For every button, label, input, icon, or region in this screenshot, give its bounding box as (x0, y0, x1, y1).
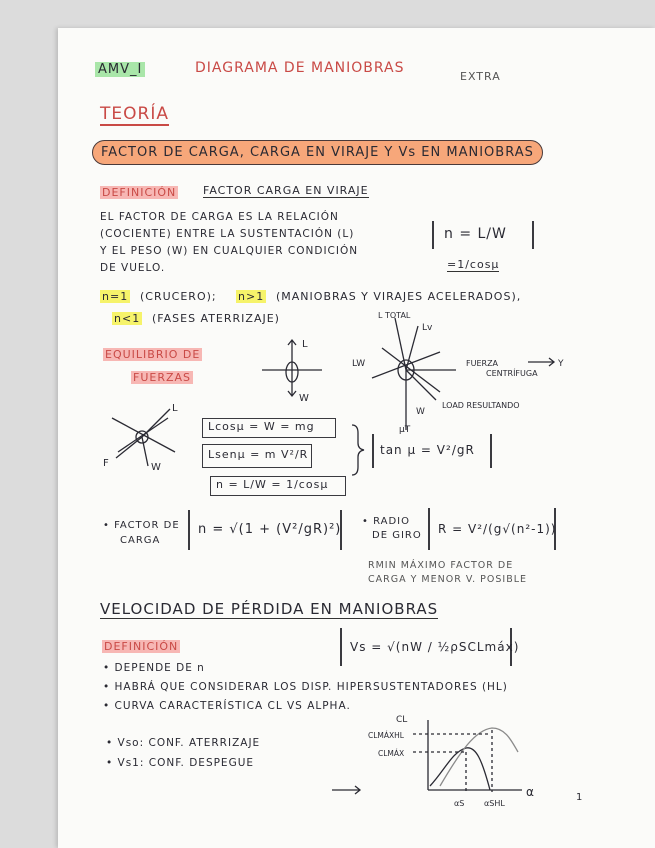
equilibrio-label-1: EQUILIBRIO DE (105, 348, 201, 361)
definition-line-2: (COCIENTE) ENTRE LA SUSTENTACIÓN (L) (100, 228, 355, 240)
section-heading-teoria: TEORÍA (100, 104, 169, 124)
graph-alpha: α (526, 785, 534, 799)
factor-label-2: CARGA (120, 535, 161, 546)
topic-banner: FACTOR DE CARGA, CARGA EN VIRAJE Y Vs EN MANIOBRAS (92, 140, 543, 165)
definition2-label: DEFINICIÓN (104, 640, 179, 653)
page-title: DIAGRAMA DE MANIOBRAS (195, 60, 405, 76)
case-ngt1-text: (MANIOBRAS Y VIRAJES ACELERADOS), (276, 290, 522, 303)
factor-label-1: • FACTOR DE (103, 520, 180, 531)
case-nlt1: n<1 (114, 312, 141, 325)
diag-L: L (302, 339, 308, 350)
radio-note-2: CARGA Y MENOR V. POSIBLE (368, 574, 528, 585)
eq-tan: tan μ = V²/gR (380, 443, 475, 457)
diag-Lv: Lv (422, 323, 433, 333)
diag-Y: Y (558, 359, 564, 369)
definition-line-3: Y EL PESO (W) EN CUALQUIER CONDICIÓN (100, 245, 359, 257)
formula-n: n = L/W (444, 226, 507, 242)
case-n1: n=1 (102, 290, 129, 303)
radio-note-1: RMIN MÁXIMO FACTOR DE (368, 560, 514, 571)
diag-Ltotal: L TOTAL (378, 311, 411, 320)
case-nlt1-text: (FASES ATERRIZAJE) (152, 312, 280, 325)
diag-load: LOAD RESULTANDO (442, 401, 520, 410)
diag-F: F (103, 458, 109, 469)
extra-tag: EXTRA (460, 70, 501, 83)
bullet-5: • Vs1: CONF. DESPEGUE (106, 757, 255, 769)
diag-fuerza: FUERZA (466, 359, 499, 368)
equilibrio-label-2: FUERZAS (133, 371, 192, 384)
bullet-2: • HABRÁ QUE CONSIDERAR LOS DISP. HIPERSUSTENTADORES (HL) (103, 681, 508, 693)
definition-line-1: EL FACTOR DE CARGA ES LA RELACIÓN (100, 211, 339, 223)
diag-w-carga: W (416, 407, 425, 417)
diag-L-left: L (172, 403, 178, 414)
section-heading-vs: VELOCIDAD DE PÉRDIDA EN MANIOBRAS (100, 600, 439, 618)
diag-centrifuga: CENTRÍFUGA (486, 369, 538, 378)
graph-clmax: CLMÁX (378, 749, 405, 758)
eq-1: Lcosμ = W = mg (208, 420, 315, 433)
course-label: AMV_I (95, 62, 145, 77)
bullet-1: • DEPENDE DE n (103, 662, 205, 674)
diag-W: W (299, 393, 309, 404)
case-ngt1: n>1 (238, 290, 265, 303)
definition-line-4: DE VUELO. (100, 262, 166, 274)
case-n1-text: (CRUCERO); (140, 290, 217, 303)
radio-formula: R = V²/(g√(n²-1)) (438, 522, 557, 536)
eq-3: n = L/W = 1/cosμ (216, 478, 329, 491)
graph-ashl: αSHL (484, 799, 505, 808)
vs-formula: Vs = √(nW / ½ρSCLmáx) (350, 640, 520, 654)
diag-uT: μT (399, 425, 411, 435)
bullet-4: • Vso: CONF. ATERRIZAJE (106, 737, 261, 749)
definition-label: DEFINICIÓN (102, 186, 177, 199)
page-number: 1 (576, 792, 583, 803)
diag-LW: LW (352, 359, 366, 369)
radio-label-2: DE GIRO (372, 530, 422, 541)
diag-W-left: W (151, 462, 161, 473)
graph-cl: CL (396, 715, 408, 725)
factor-formula: n = √(1 + (V²/gR)²) (198, 522, 342, 537)
definition-title: FACTOR CARGA EN VIRAJE (203, 184, 369, 197)
radio-label-1: • RADIO (362, 516, 410, 527)
formula-n-cos: =1/cosμ (447, 258, 500, 271)
graph-as: αS (454, 799, 465, 808)
bullet-3: • CURVA CARACTERÍSTICA CL VS ALPHA. (103, 700, 351, 712)
graph-clmaxhl: CLMÁXHL (368, 731, 404, 740)
eq-2: Lsenμ = m V²/R (208, 448, 309, 461)
